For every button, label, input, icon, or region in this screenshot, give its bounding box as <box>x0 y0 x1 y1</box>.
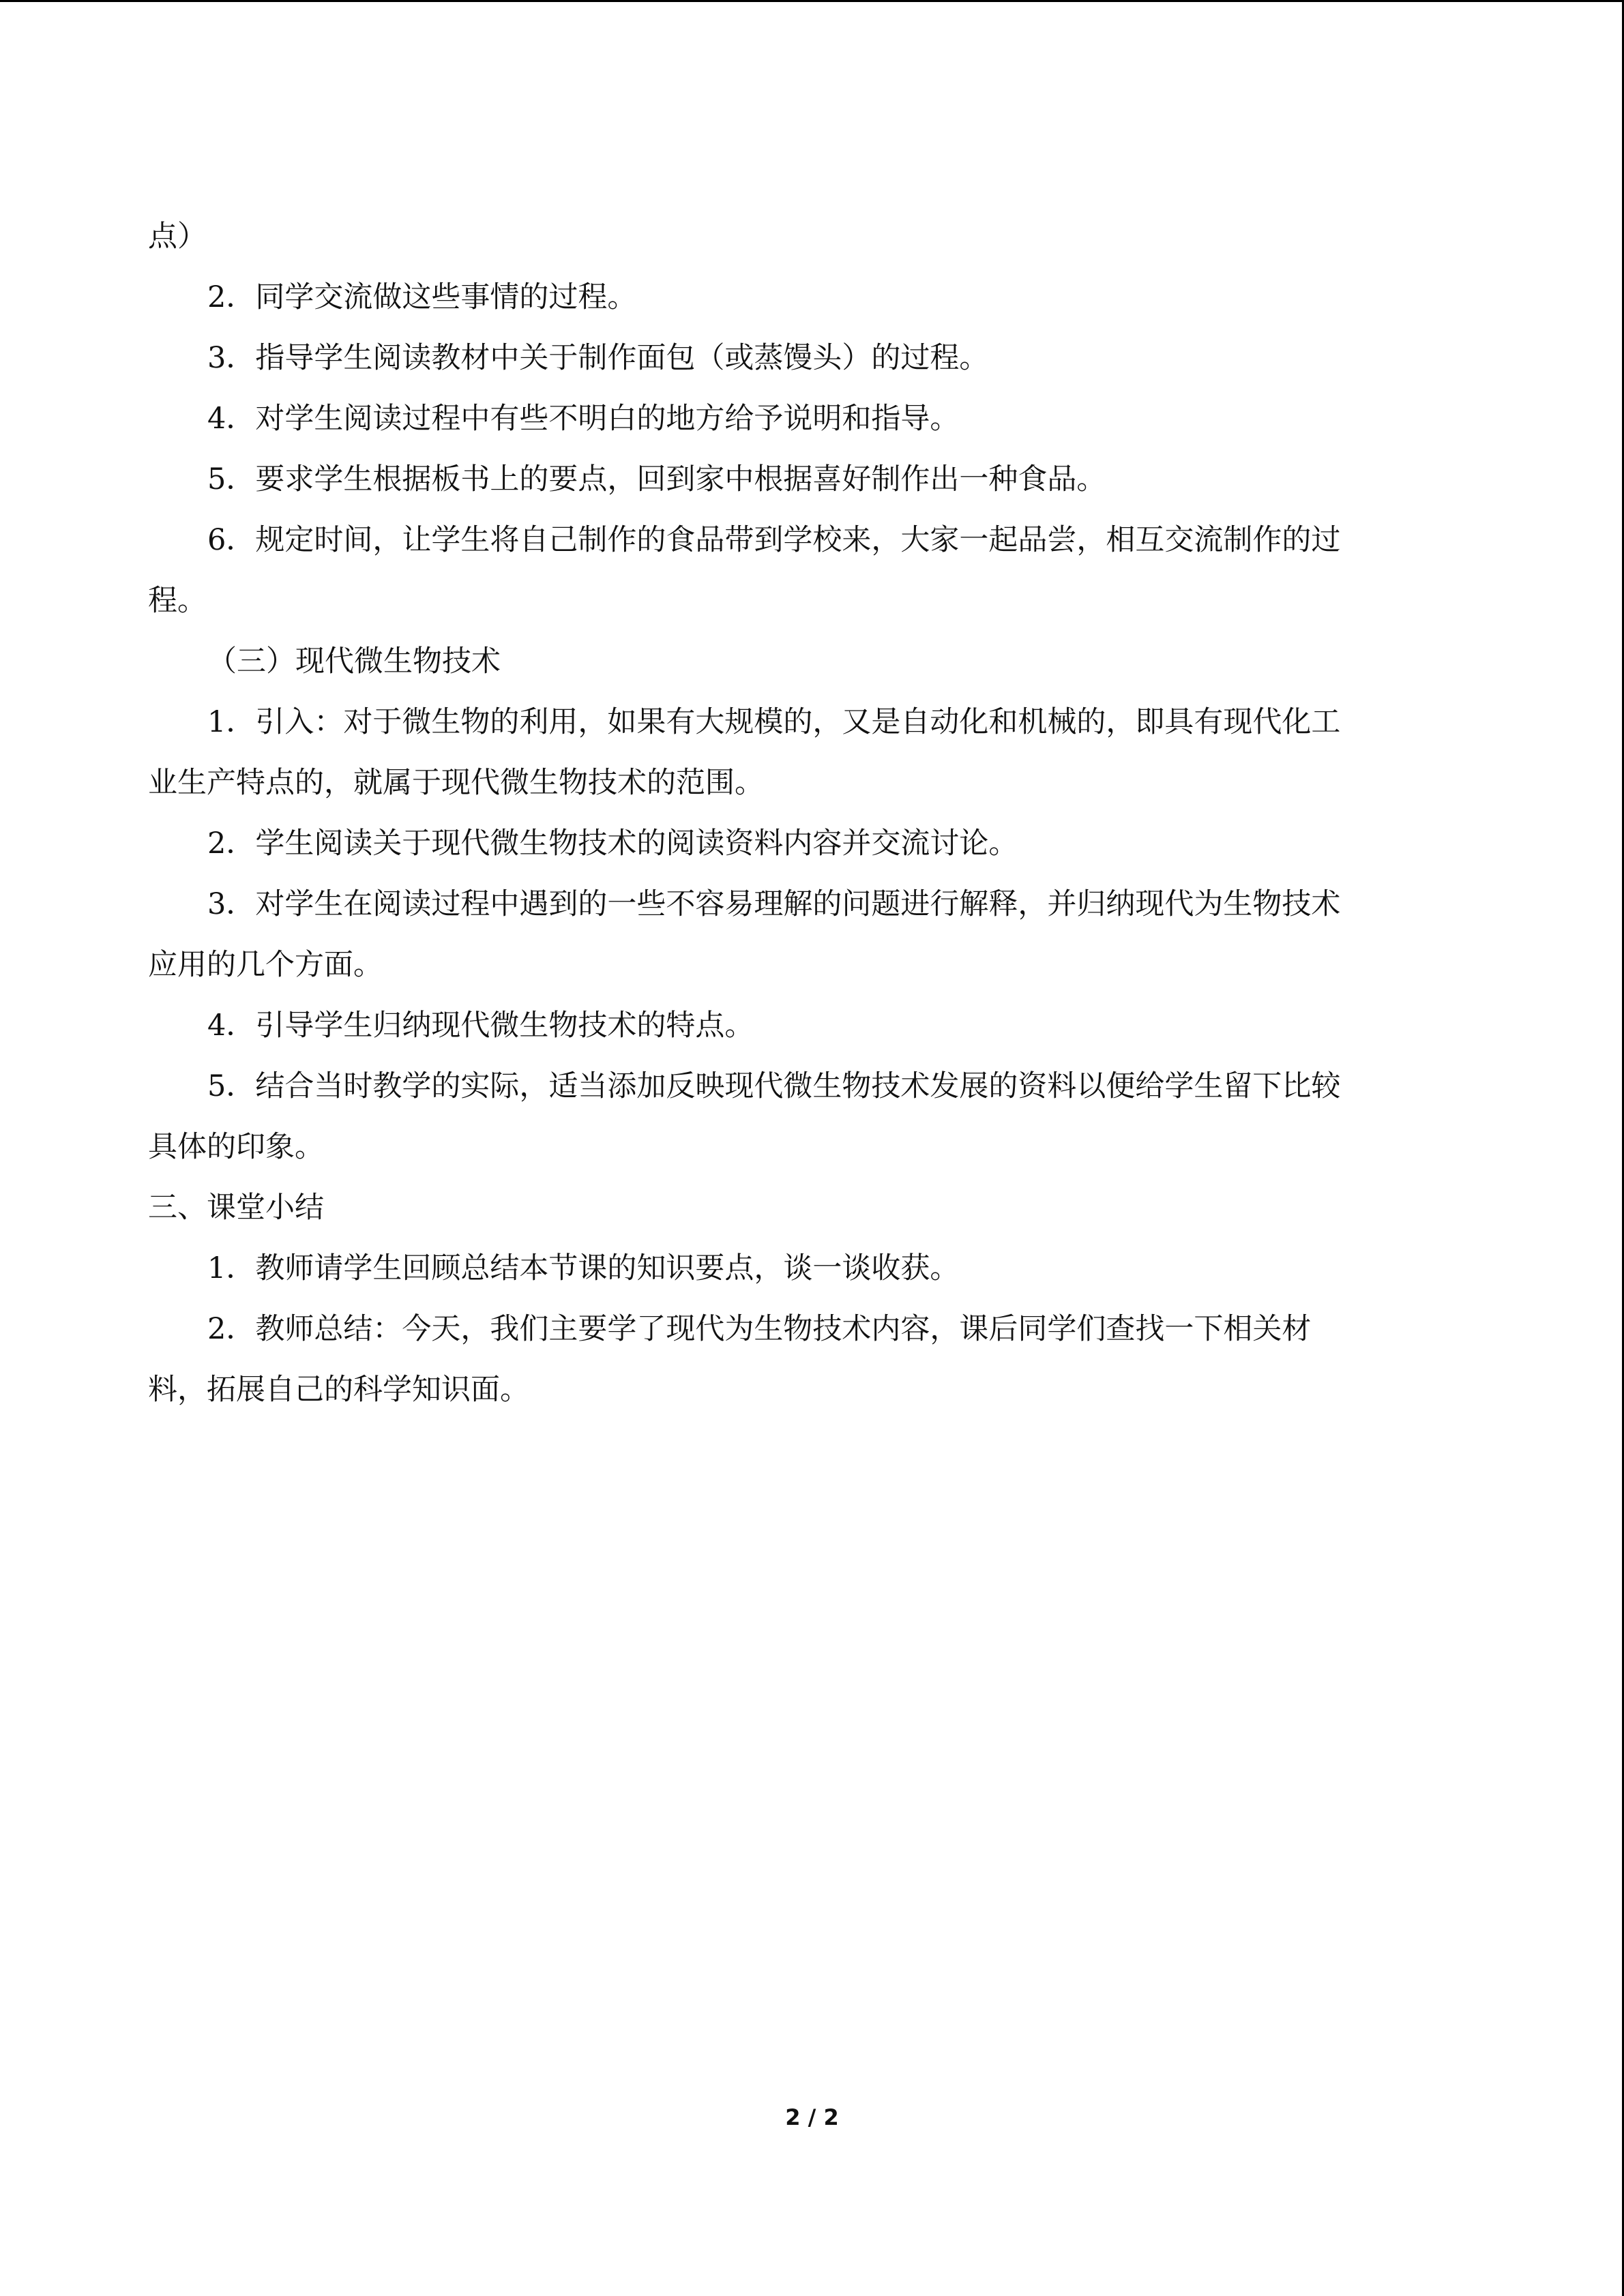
text-line: 4．对学生阅读过程中有些不明白的地方给予说明和指导。 <box>207 402 960 436</box>
text-line: 1．引入：对于微生物的利用，如果有大规模的，又是自动化和机械的，即具有现代化工 <box>207 705 1341 739</box>
text-line: 6．规定时间，让学生将自己制作的食品带到学校来，大家一起品尝，相互交流制作的过 <box>207 523 1341 557</box>
text-line: 业生产特点的，就属于现代微生物技术的范围。 <box>148 766 764 800</box>
text-line: 应用的几个方面。 <box>148 948 383 982</box>
section-heading: （三）现代微生物技术 <box>207 644 501 679</box>
text-line: 3．指导学生阅读教材中关于制作面包（或蒸馒头）的过程。 <box>207 341 989 375</box>
text-line: 2．学生阅读关于现代微生物技术的阅读资料内容并交流讨论。 <box>207 826 1018 861</box>
text-line: 点） <box>148 220 207 254</box>
text-line: 2．教师总结：今天，我们主要学了现代为生物技术内容，课后同学们查找一下相关材 <box>207 1312 1312 1346</box>
section-heading: 三、课堂小结 <box>148 1191 324 1225</box>
text-line: 具体的印象。 <box>148 1130 324 1164</box>
text-line: 程。 <box>148 584 207 618</box>
text-line: 1．教师请学生回顾总结本节课的知识要点，谈一谈收获。 <box>207 1251 960 1285</box>
page-number: 2 / 2 <box>785 2104 839 2130</box>
text-line: 5．要求学生根据板书上的要点，回到家中根据喜好制作出一种食品。 <box>207 462 1106 496</box>
text-line: 4．引导学生归纳现代微生物技术的特点。 <box>207 1009 754 1043</box>
document-body <box>148 207 1475 1420</box>
text-line: 5．结合当时教学的实际，适当添加反映现代微生物技术发展的资料以便给学生留下比较 <box>207 1069 1341 1103</box>
text-line: 2．同学交流做这些事情的过程。 <box>207 280 637 314</box>
text-line: 料，拓展自己的科学知识面。 <box>148 1373 529 1407</box>
text-line: 3．对学生在阅读过程中遇到的一些不容易理解的问题进行解释，并归纳现代为生物技术 <box>207 887 1341 921</box>
